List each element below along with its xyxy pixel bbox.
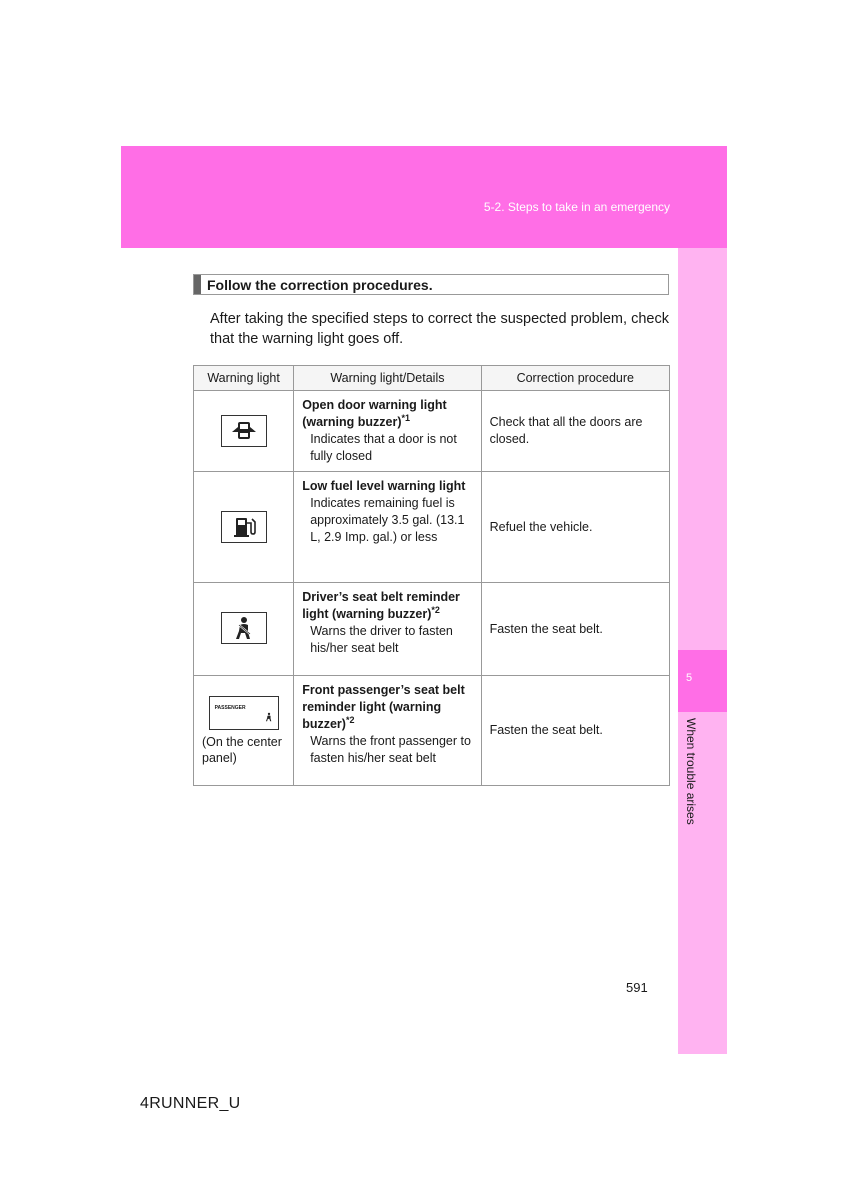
details-cell — [294, 676, 481, 786]
light-name: Low fuel level warning light — [302, 479, 466, 493]
chapter-number-box — [678, 650, 727, 712]
procedure-cell: Fasten the seat belt. — [481, 676, 669, 786]
table-header-row — [194, 366, 670, 391]
light-details: Indicates that a door is not fully closed — [310, 432, 457, 463]
passenger-label: PASSENGER — [214, 704, 246, 711]
column-header: Warning light/Details — [294, 366, 481, 391]
procedure-cell: Refuel the vehicle. — [481, 472, 669, 583]
footnote-mark: *2 — [345, 714, 355, 725]
section-heading — [193, 274, 669, 295]
procedure-cell: Fasten the seat belt. — [481, 583, 669, 676]
footnote-mark: *2 — [431, 604, 440, 615]
passenger-seat-belt-icon — [209, 696, 279, 730]
light-name: Driver’s seat belt reminder light (warning buzzer)$^{*2}$ — [302, 590, 460, 621]
table-row — [194, 472, 670, 583]
table-row — [194, 583, 670, 676]
seat-belt-icon — [221, 612, 267, 644]
section-breadcrumb: 5-2. Steps to take in an emergency — [483, 200, 670, 214]
details-cell — [294, 391, 481, 472]
table-row — [194, 391, 670, 472]
chapter-number: 5 — [686, 672, 693, 684]
fuel-pump-icon — [221, 511, 267, 543]
header-band — [121, 146, 727, 248]
warning-light-table — [193, 365, 670, 786]
warning-light-cell — [194, 391, 294, 472]
heading-bar — [194, 275, 201, 294]
light-details: Warns the front passenger to fasten his/her seat belt — [310, 734, 471, 765]
panel-location-note: (On the center panel) — [202, 734, 282, 765]
warning-light-cell — [194, 472, 294, 583]
chapter-side-tab — [678, 248, 727, 1054]
warning-light-cell — [194, 583, 294, 676]
chapter-title: When trouble arises — [684, 718, 698, 825]
footnote-mark: *1 — [401, 412, 411, 423]
section-heading-text: Follow the correction procedures. — [207, 276, 433, 293]
footer-model-code: 4RUNNER_U — [140, 1095, 241, 1112]
open-door-icon — [221, 415, 267, 447]
warning-light-cell — [194, 676, 294, 786]
intro-paragraph: After taking the specified steps to correct the suspected problem, check that the warning light goes off. — [210, 311, 669, 347]
details-cell — [294, 583, 481, 676]
light-name: Front passenger’s seat belt reminder light (warning buzzer)$^{*2}$ — [302, 683, 465, 731]
seat-belt-icon — [264, 711, 274, 723]
light-details: Warns the driver to fasten his/her seat belt — [310, 624, 453, 655]
column-header: Correction procedure — [481, 366, 669, 391]
light-details: Indicates remaining fuel is approximately 3.5 gal. (13.1 L, 2.9 Imp. gal.) or less — [310, 496, 465, 544]
details-cell — [294, 472, 481, 583]
procedure-cell: Check that all the doors are closed. — [481, 391, 669, 472]
column-header: Warning light — [194, 366, 294, 391]
table-row — [194, 676, 670, 786]
page-number: 591 — [626, 980, 648, 995]
light-name: Open door warning light (warning buzzer)$^{*1}$ — [302, 398, 447, 429]
